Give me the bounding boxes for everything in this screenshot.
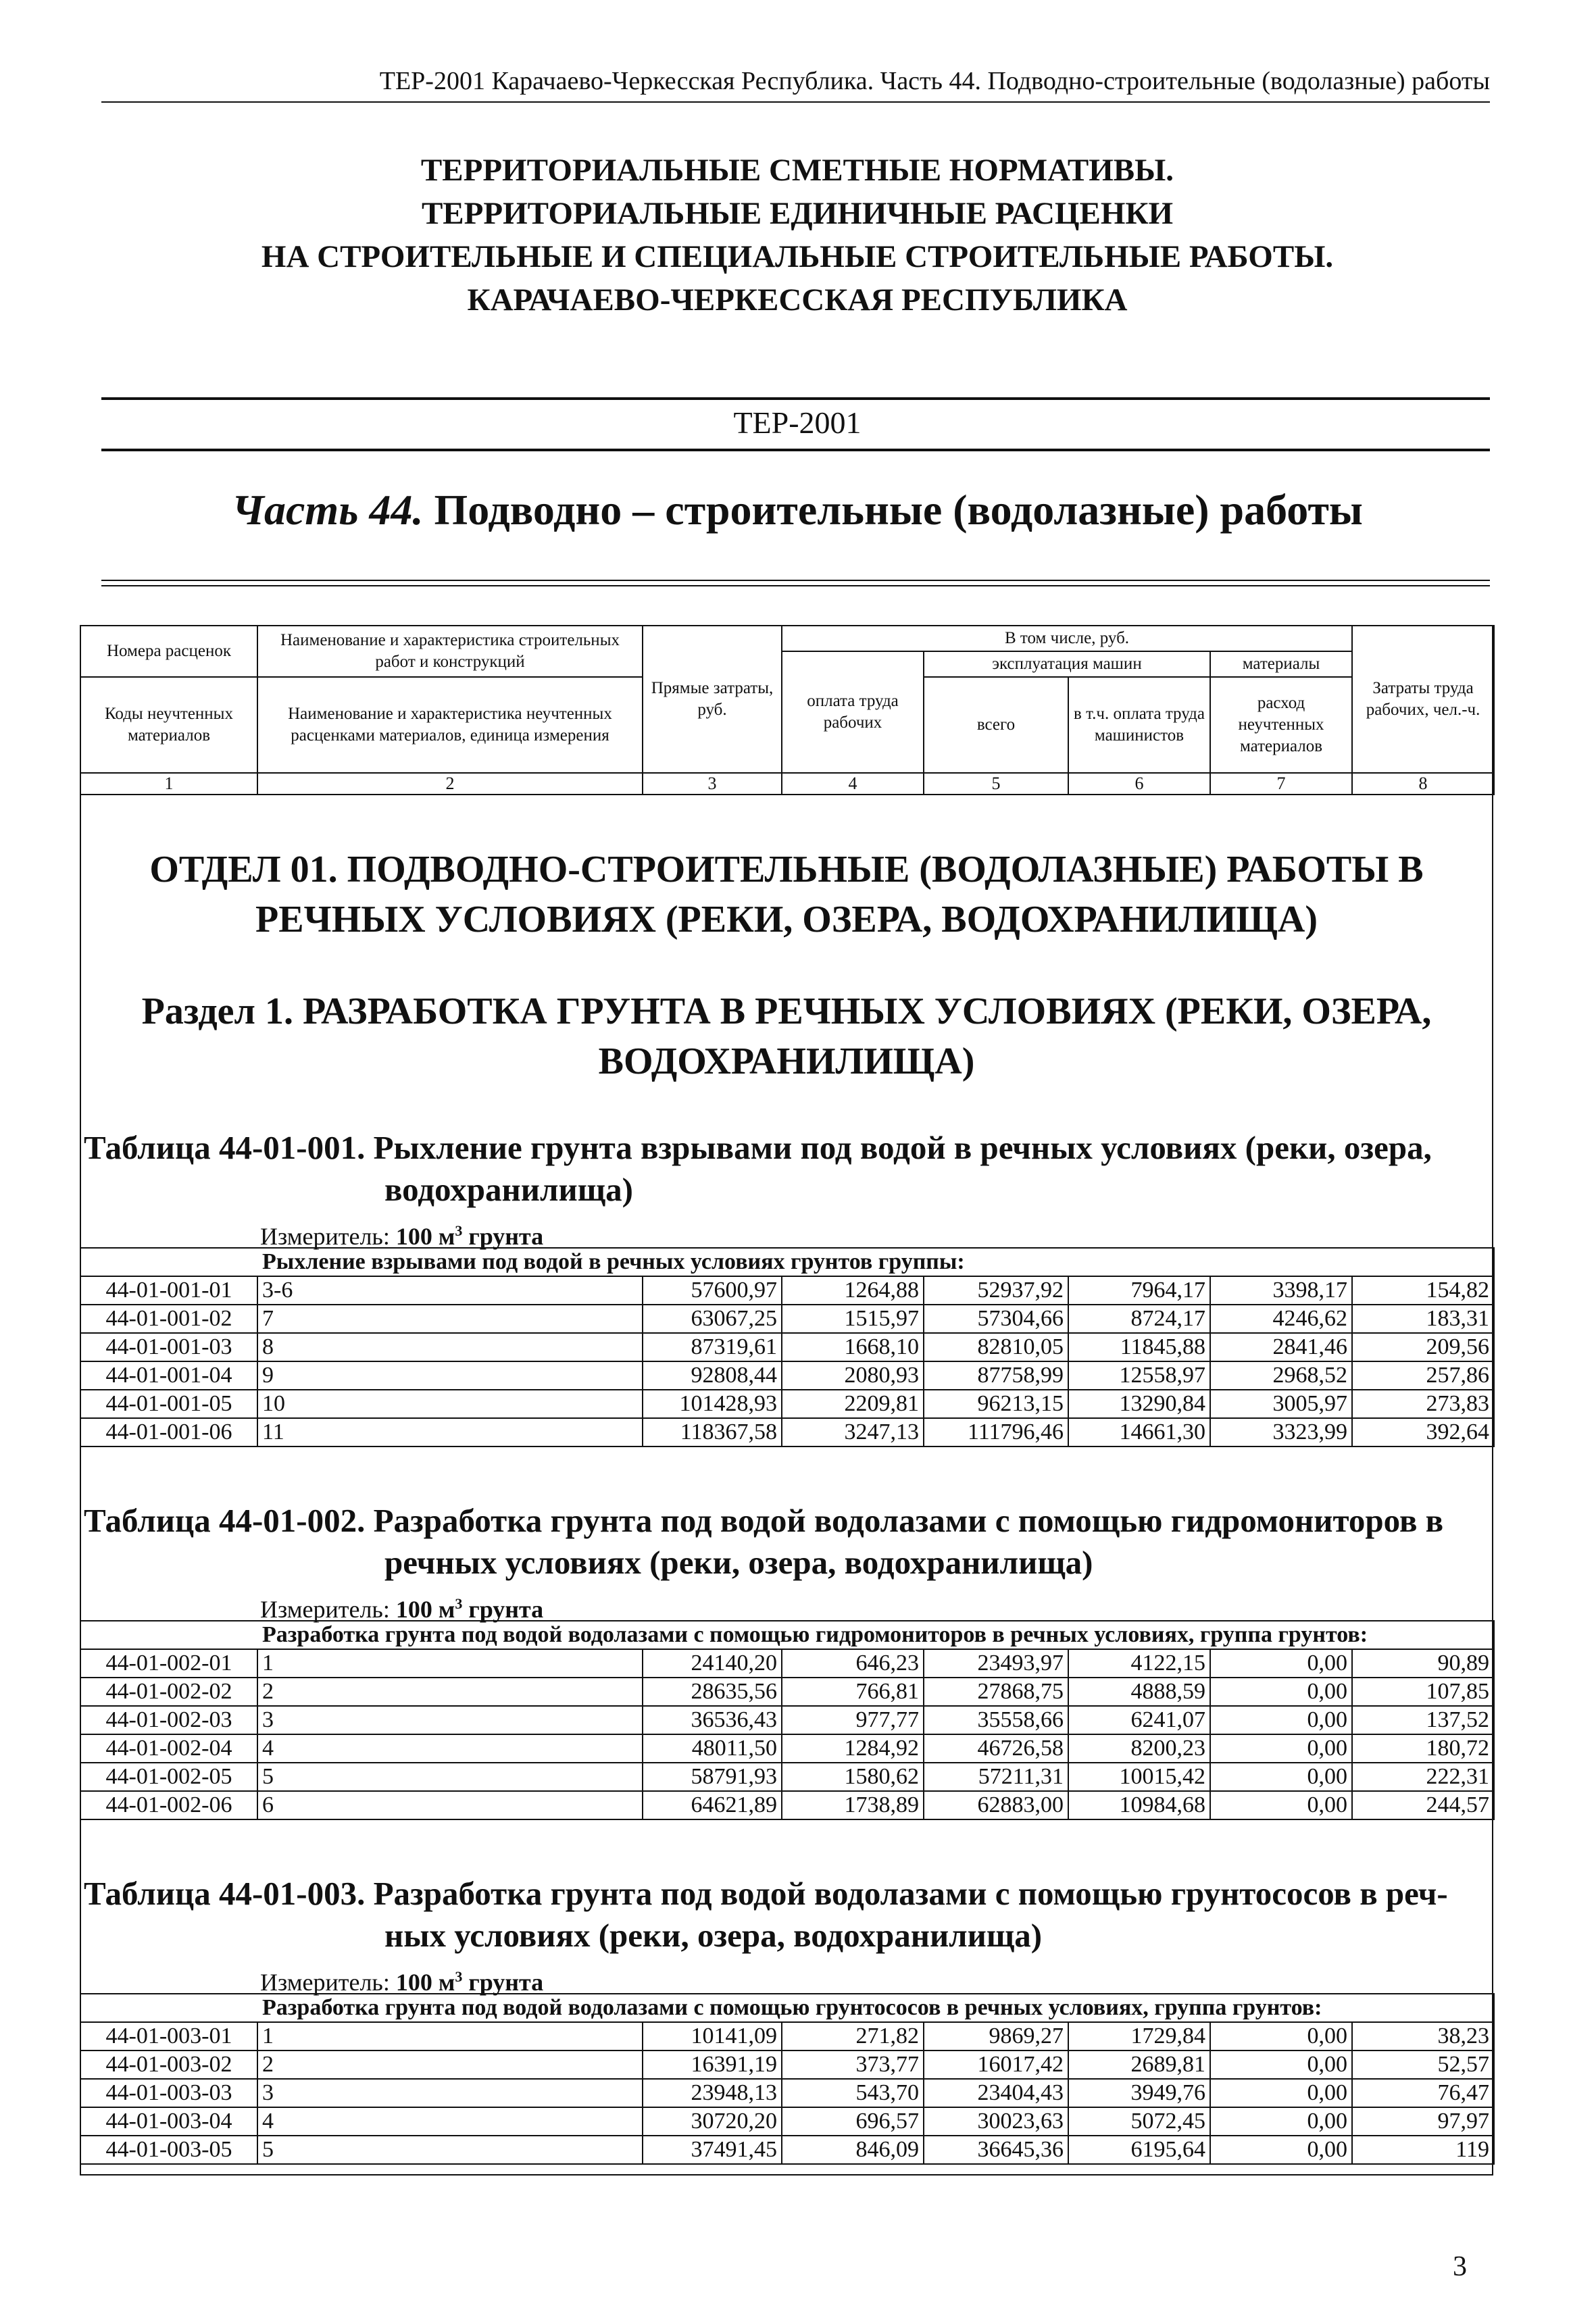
cost-value: 4888,59 [1068,1678,1210,1706]
otdel-title [80,845,1493,945]
header-column-numbers [80,773,1494,795]
cost-value: 0,00 [1210,1791,1352,1819]
rate-code: 44-01-001-01 [80,1276,257,1305]
table-title [84,1873,1496,1957]
cost-value: 2689,81 [1068,2051,1210,2079]
unit-sup: 3 [455,1222,463,1239]
table-caption: Рыхление взрывами под водой в речных условиях грунтов группы: [80,1248,1494,1276]
table-unit [260,1216,543,1251]
cost-value: 0,00 [1210,1734,1352,1763]
table-row [80,1649,1494,1678]
cost-value: 64621,89 [643,1791,782,1819]
cost-value: 0,00 [1210,2022,1352,2051]
unit-value: 100 м [395,1223,455,1250]
rule-bottom [101,449,1490,451]
rate-code: 44-01-001-06 [80,1418,257,1447]
cost-value: 6195,64 [1068,2136,1210,2164]
cost-value: 222,31 [1352,1763,1494,1791]
rates-table [80,1247,1495,1447]
soil-group: 8 [257,1333,643,1361]
soil-group: 2 [257,2051,643,2079]
table-caption: Разработка грунта под водой водолазами с помощью грунтососов в речных условиях, группа грунтов: [80,1994,1494,2022]
table-row [80,2107,1494,2136]
header-material-names: Наименование и характеристика неучтенных расценками материалов, единица измерения [257,677,643,773]
cost-value: 58791,93 [643,1763,782,1791]
cost-value: 14661,30 [1068,1418,1210,1447]
table-caption: Разработка грунта под водой водолазами с помощью гидромониторов в речных условиях, группа грунтов: [80,1621,1494,1649]
cost-value: 4246,62 [1210,1305,1352,1333]
cost-value: 90,89 [1352,1649,1494,1678]
soil-group: 3 [257,1706,643,1734]
soil-group: 4 [257,2107,643,2136]
table-title-line: Таблица 44-01-003. Разработка грунта под водой водолазами с помощью грунтососов в реч- [84,1875,1448,1912]
table-row [80,1791,1494,1819]
unit-tail: грунта [462,1223,544,1250]
cost-value: 766,81 [782,1678,924,1706]
otdel-title-line: РЕЧНЫХ УСЛОВИЯХ (РЕКИ, ОЗЕРА, ВОДОХРАНИЛИЩА) [255,899,1318,940]
cost-value: 3005,97 [1210,1390,1352,1418]
header-rate-numbers: Номера расценок [80,626,257,677]
cost-value: 0,00 [1210,1649,1352,1678]
unit-sup: 3 [455,1595,463,1612]
cost-value: 6241,07 [1068,1706,1210,1734]
cost-value: 36645,36 [924,2136,1068,2164]
cost-value: 57211,31 [924,1763,1068,1791]
unit-label: Измеритель: [260,1223,390,1250]
cost-value: 244,57 [1352,1791,1494,1819]
cost-value: 9869,27 [924,2022,1068,2051]
rates-table [80,1620,1495,1820]
cost-value: 48011,50 [643,1734,782,1763]
cost-value: 8724,17 [1068,1305,1210,1333]
table-row [80,1734,1494,1763]
cost-value: 24140,20 [643,1649,782,1678]
cost-value: 87758,99 [924,1361,1068,1390]
cost-value: 180,72 [1352,1734,1494,1763]
header-work-name: Наименование и характеристика строительных работ и конструкций [257,626,643,677]
cost-value: 3398,17 [1210,1276,1352,1305]
page-number: 3 [1453,2251,1467,2282]
rate-code: 44-01-002-05 [80,1763,257,1791]
cost-value: 257,86 [1352,1361,1494,1390]
table-row [80,2079,1494,2107]
soil-group: 3 [257,2079,643,2107]
cost-value: 10141,09 [643,2022,782,2051]
cost-value: 118367,58 [643,1418,782,1447]
column-number: 1 [80,773,257,795]
table-title-line: Таблица 44-01-002. Разработка грунта под водой водолазами с помощью гидромониторов в [84,1502,1444,1539]
unit-value: 100 м [395,1596,455,1623]
razdel-title-line: ВОДОХРАНИЛИЩА) [598,1040,975,1082]
rate-code: 44-01-002-06 [80,1791,257,1819]
cost-value: 12558,97 [1068,1361,1210,1390]
rates-table [80,1993,1495,2165]
table-unit [260,1589,543,1624]
rate-code: 44-01-003-03 [80,2079,257,2107]
table-row [80,1361,1494,1390]
table-row [80,1678,1494,1706]
table-title-line: водохранилища) [384,1171,633,1208]
cost-value: 28635,56 [643,1678,782,1706]
cost-value: 101428,93 [643,1390,782,1418]
rate-code: 44-01-003-04 [80,2107,257,2136]
header-machinist-pay: в т.ч. оплата труда машинистов [1068,677,1210,773]
rate-code: 44-01-001-05 [80,1390,257,1418]
cost-value: 1729,84 [1068,2022,1210,2051]
cost-value: 2968,52 [1210,1361,1352,1390]
cost-value: 977,77 [782,1706,924,1734]
column-number: 4 [782,773,924,795]
soil-group: 2 [257,1678,643,1706]
double-rule-2 [101,585,1490,586]
cost-value: 38,23 [1352,2022,1494,2051]
unit-tail: грунта [462,1969,544,1996]
table-row [80,1333,1494,1361]
soil-group: 6 [257,1791,643,1819]
cost-value: 1580,62 [782,1763,924,1791]
cost-value: 13290,84 [1068,1390,1210,1418]
cost-value: 57600,97 [643,1276,782,1305]
rate-code: 44-01-002-03 [80,1706,257,1734]
cost-value: 0,00 [1210,2136,1352,2164]
cost-value: 37491,45 [643,2136,782,2164]
cost-value: 1668,10 [782,1333,924,1361]
table-title [84,1500,1496,1584]
cost-value: 10015,42 [1068,1763,1210,1791]
cost-value: 271,82 [782,2022,924,2051]
razdel-title-line: Раздел 1. РАЗРАБОТКА ГРУНТА В РЕЧНЫХ УСЛОВИЯХ (РЕКИ, ОЗЕРА, [141,990,1432,1032]
cost-value: 119 [1352,2136,1494,2164]
cost-value: 1264,88 [782,1276,924,1305]
table-row [80,2022,1494,2051]
soil-group: 4 [257,1734,643,1763]
table-title-line: ных условиях (реки, озера, водохранилища) [384,1917,1043,1954]
cost-value: 7964,17 [1068,1276,1210,1305]
cost-value: 373,77 [782,2051,924,2079]
cost-value: 11845,88 [1068,1333,1210,1361]
cost-value: 111796,46 [924,1418,1068,1447]
soil-group: 1 [257,1649,643,1678]
cost-value: 63067,25 [643,1305,782,1333]
cost-value: 23404,43 [924,2079,1068,2107]
cost-value: 273,83 [1352,1390,1494,1418]
cost-value: 82810,05 [924,1333,1068,1361]
cost-value: 1284,92 [782,1734,924,1763]
cost-value: 646,23 [782,1649,924,1678]
header-machines-total: всего [924,677,1068,773]
cost-value: 154,82 [1352,1276,1494,1305]
header-labor-costs: Затраты труда рабочих, чел.-ч. [1352,626,1494,773]
table-title-line: речных условиях (реки, озера, водохранилища) [384,1544,1093,1581]
part-title [101,480,1493,540]
cost-value: 57304,66 [924,1305,1068,1333]
cost-value: 137,52 [1352,1706,1494,1734]
table-unit [260,1962,543,1997]
running-header: ТЕР-2001 Карачаево-Черкесская Республика. Часть 44. Подводно-строительные (водолазные) работы [379,67,1490,95]
cost-value: 0,00 [1210,1763,1352,1791]
title-line: КАРАЧАЕВО-ЧЕРКЕССКАЯ РЕСПУБЛИКА [467,282,1128,318]
table-row [80,1763,1494,1791]
column-number: 8 [1352,773,1494,795]
cost-value: 62883,00 [924,1791,1068,1819]
cost-value: 96213,15 [924,1390,1068,1418]
cost-value: 4122,15 [1068,1649,1210,1678]
cost-value: 87319,61 [643,1333,782,1361]
unit-label: Измеритель: [260,1969,390,1996]
rate-code: 44-01-001-04 [80,1361,257,1390]
rate-code: 44-01-003-01 [80,2022,257,2051]
table-row [80,1276,1494,1305]
unit-value: 100 м [395,1969,455,1996]
cost-value: 46726,58 [924,1734,1068,1763]
table-row [80,2051,1494,2079]
rate-code: 44-01-002-04 [80,1734,257,1763]
column-number: 7 [1210,773,1352,795]
cost-value: 16017,42 [924,2051,1068,2079]
razdel-title [80,986,1493,1086]
cost-value: 97,97 [1352,2107,1494,2136]
cost-value: 846,09 [782,2136,924,2164]
soil-group: 11 [257,1418,643,1447]
header-worker-pay: оплата труда рабочих [782,651,924,773]
cost-value: 76,47 [1352,2079,1494,2107]
soil-group: 10 [257,1390,643,1418]
header-material-usage: расход неучтенных материалов [1210,677,1352,773]
cost-value: 696,57 [782,2107,924,2136]
cost-value: 209,56 [1352,1333,1494,1361]
cost-value: 0,00 [1210,1706,1352,1734]
cost-value: 23493,97 [924,1649,1068,1678]
cost-value: 52,57 [1352,2051,1494,2079]
rate-code: 44-01-003-02 [80,2051,257,2079]
cost-value: 3949,76 [1068,2079,1210,2107]
document-title [101,149,1493,322]
soil-group: 7 [257,1305,643,1333]
header-including: В том числе, руб. [782,626,1352,651]
cost-value: 0,00 [1210,2051,1352,2079]
table-title [84,1127,1496,1211]
rate-code: 44-01-002-02 [80,1678,257,1706]
column-number: 2 [257,773,643,795]
double-rule-1 [101,580,1490,581]
cost-value: 30720,20 [643,2107,782,2136]
cost-value: 23948,13 [643,2079,782,2107]
unit-sup: 3 [455,1968,463,1985]
cost-value: 2209,81 [782,1390,924,1418]
header-rule [101,101,1490,103]
table-row [80,1305,1494,1333]
cost-value: 10984,68 [1068,1791,1210,1819]
cost-value: 27868,75 [924,1678,1068,1706]
table-row [80,1390,1494,1418]
column-number: 6 [1068,773,1210,795]
otdel-title-line: ОТДЕЛ 01. ПОДВОДНО-СТРОИТЕЛЬНЫЕ (ВОДОЛАЗНЫЕ) РАБОТЫ В [149,849,1424,890]
soil-group: 1 [257,2022,643,2051]
unit-label: Измеритель: [260,1596,390,1623]
table-title-line: Таблица 44-01-001. Рыхление грунта взрывами под водой в речных условиях (реки, озера, [84,1129,1432,1166]
table-row [80,1706,1494,1734]
table-row [80,1418,1494,1447]
soil-group: 9 [257,1361,643,1390]
rate-code: 44-01-002-01 [80,1649,257,1678]
rule-top [101,397,1490,400]
title-line: ТЕРРИТОРИАЛЬНЫЕ СМЕТНЫЕ НОРМАТИВЫ. [420,153,1174,188]
unit-tail: грунта [462,1596,544,1623]
part-label: Часть 44. [232,486,424,534]
cost-value: 52937,92 [924,1276,1068,1305]
title-line: ТЕРРИТОРИАЛЬНЫЕ ЕДИНИЧНЫЕ РАСЦЕНКИ [421,196,1174,231]
rate-code: 44-01-001-02 [80,1305,257,1333]
cost-value: 0,00 [1210,2079,1352,2107]
header-machines: эксплуатация машин [924,651,1210,677]
column-header-table [80,625,1495,795]
document-code: ТЕР-2001 [733,405,862,440]
column-number: 5 [924,773,1068,795]
cost-value: 8200,23 [1068,1734,1210,1763]
cost-value: 0,00 [1210,1678,1352,1706]
cost-value: 16391,19 [643,2051,782,2079]
cost-value: 35558,66 [924,1706,1068,1734]
cost-value: 5072,45 [1068,2107,1210,2136]
cost-value: 3323,99 [1210,1418,1352,1447]
soil-group: 5 [257,2136,643,2164]
cost-value: 2841,46 [1210,1333,1352,1361]
soil-group: 3-6 [257,1276,643,1305]
header-material-codes: Коды неучтенных материалов [80,677,257,773]
header-materials: материалы [1210,651,1352,677]
cost-value: 1738,89 [782,1791,924,1819]
table-row [80,2136,1494,2164]
cost-value: 1515,97 [782,1305,924,1333]
title-line: НА СТРОИТЕЛЬНЫЕ И СПЕЦИАЛЬНЫЕ СТРОИТЕЛЬНЫЕ РАБОТЫ. [261,239,1334,274]
cost-value: 543,70 [782,2079,924,2107]
rate-code: 44-01-001-03 [80,1333,257,1361]
part-name: Подводно – строительные (водолазные) работы [434,486,1363,534]
cost-value: 30023,63 [924,2107,1068,2136]
column-number: 3 [643,773,782,795]
cost-value: 0,00 [1210,2107,1352,2136]
cost-value: 36536,43 [643,1706,782,1734]
cost-value: 107,85 [1352,1678,1494,1706]
soil-group: 5 [257,1763,643,1791]
header-direct-costs: Прямые затраты, руб. [643,626,782,773]
cost-value: 3247,13 [782,1418,924,1447]
cost-value: 2080,93 [782,1361,924,1390]
cost-value: 183,31 [1352,1305,1494,1333]
cost-value: 92808,44 [643,1361,782,1390]
cost-value: 392,64 [1352,1418,1494,1447]
rate-code: 44-01-003-05 [80,2136,257,2164]
